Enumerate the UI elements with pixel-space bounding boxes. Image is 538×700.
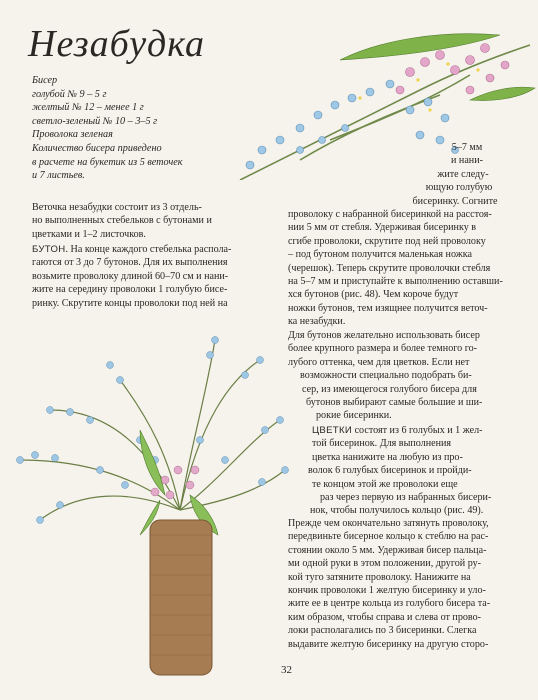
text-line: жите следу- [437, 168, 489, 180]
text-line: проволоку с набранной бисеринкой на расстоя- [288, 209, 492, 220]
text-line: сер, из имеющегося голубого бисера для [302, 383, 477, 395]
text-line: рокие бисеринки. [316, 410, 392, 422]
bud-first-line: . На конце каждого стебелька распола- [65, 244, 232, 255]
text-line: раз через первую из набранных бисери- [320, 492, 492, 504]
bud-heading: БУТОН [32, 244, 66, 255]
materials-line: голубой № 9 – 5 г [32, 88, 107, 100]
right-top-text [400, 141, 510, 208]
flowers-paragraph-continued [288, 517, 510, 651]
text-line: ким образом, чтобы справа и слева от прово- [288, 611, 482, 623]
bead-advice-paragraph [288, 329, 510, 423]
text-line: более крупного размера и более темного го- [288, 343, 478, 355]
text-line: на 5–7 мм и приступайте к выполнению оставши- [288, 276, 503, 288]
text-line [312, 424, 510, 437]
text-line: 5–7 мм [451, 142, 483, 153]
text-line: бисеринку. Согните [412, 195, 498, 207]
text-line: ножки бутонов, тем изящнее получится веточ- [288, 302, 488, 314]
text-line: возьмите проволоку длиной 60–70 см и нани- [32, 270, 229, 282]
text-line: ющую голубую [425, 182, 493, 194]
text-line: гаются от 3 до 7 бутонов. Для их выполнения [32, 257, 228, 269]
text-line: жите ее в центре кольца из голубого бисера та- [288, 598, 491, 610]
materials-line: в расчете на букетик из 5 веточек [32, 156, 183, 168]
text-line: Для бутонов желательно использовать бисер [288, 330, 480, 341]
text-line: локи располагались по 3 бисеринки. Слегка [288, 625, 477, 637]
flowers-first-line: состоят из 6 голубых и 1 жел- [352, 425, 483, 436]
text-line: ринку. Скрутите концы проволоки под ней на [32, 297, 228, 309]
text-line: ми одной руки в этом положении, другой ру- [288, 558, 482, 570]
intro-paragraph [32, 201, 276, 241]
materials-list [32, 74, 252, 183]
text-line: – под бутоном получится маленькая ножка [288, 249, 472, 261]
text-line: но выполненных стебельков с бутонами и [32, 215, 212, 227]
text-line: ка незабудки. [288, 316, 346, 328]
text-line: и нани- [451, 155, 483, 167]
text-line [32, 243, 276, 256]
text-line: жите на середину проволоки 1 голубую бисе- [32, 284, 228, 296]
page-title: Незабудка [28, 23, 206, 65]
text-line: возможности специально подобрать би- [300, 370, 472, 382]
page-number: 32 [281, 664, 292, 676]
text-line: стоянии около 5 мм. Удерживая бисер пальца- [288, 544, 487, 556]
text-line: той бисеринок. Для выполнения [312, 438, 452, 450]
text-line: бутонов выбирают самые большие и ши- [306, 397, 483, 409]
text-line: Прежде чем окончательно затянуть проволоку, [288, 518, 489, 529]
materials-line: Бисер [32, 75, 58, 86]
materials-line: желтый № 12 – менее 1 г [32, 102, 144, 114]
bouquet-bottle-illustration [0, 320, 300, 680]
text-line: Веточка незабудки состоит из 3 отдель- [32, 202, 202, 213]
text-line: лубого оттенка, чем для цветков. Если нет [288, 356, 470, 368]
text-line: (черешок). Теперь скрутите проволочки стебля [288, 262, 491, 274]
text-line: передвиньте бисерное кольцо к стеблю на рас- [288, 531, 489, 543]
text-line: цветка нанижите на любую из про- [312, 451, 463, 463]
text-line: выдавите желтую бисеринку на другую сторо- [288, 638, 489, 650]
text-line: волок 6 голубых бисеринок и пройди- [308, 465, 472, 477]
materials-line: светло-зеленый № 10 – 3–5 г [32, 115, 158, 127]
text-line: кончик проволоки 1 желтую бисеринку и уло- [288, 585, 486, 597]
text-line: кой туго затяните проволоку. Нанижите на [288, 571, 471, 583]
right-bud-continuation [288, 208, 510, 329]
text-line: нок, чтобы получилось кольцо (рис. 49). [310, 505, 484, 517]
bud-paragraph [32, 243, 276, 310]
materials-line: и 7 листьев. [32, 170, 85, 182]
text-line: цветками и 1–2 листочков. [32, 228, 146, 240]
materials-line: Количество бисера приведено [32, 142, 162, 154]
flowers-heading: ЦВЕТКИ [312, 425, 353, 436]
text-line: нии 5 мм от стебля. Удерживая бисеринку в [288, 222, 477, 234]
text-line: сгибе проволоки, скрутите под ней проволоку [288, 235, 486, 247]
text-line: хся бутонов (рис. 48). Чем короче будут [288, 289, 459, 301]
materials-line: Проволока зеленая [32, 129, 113, 141]
text-line: те концом этой же проволоки еще [312, 478, 458, 490]
flowers-paragraph [308, 424, 510, 518]
